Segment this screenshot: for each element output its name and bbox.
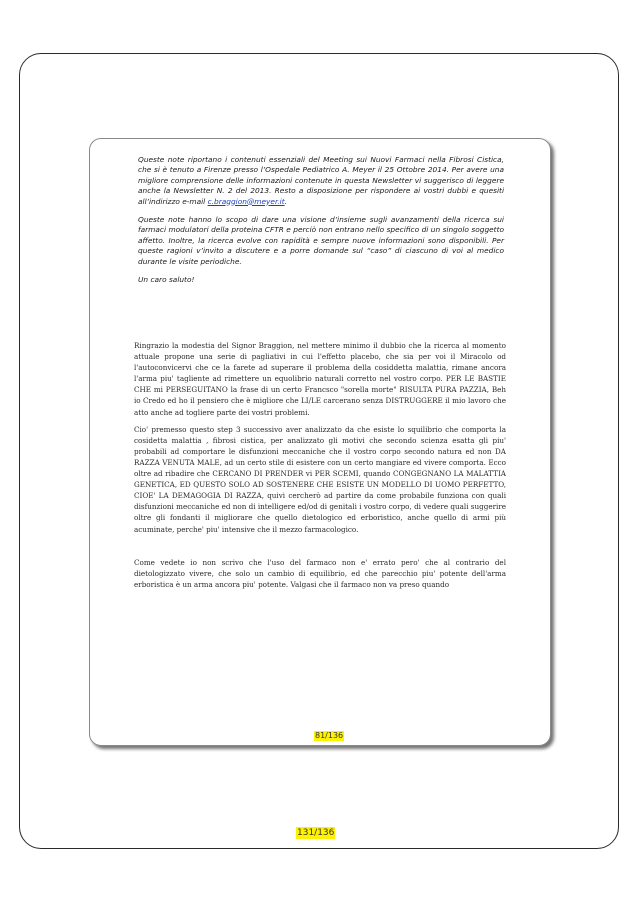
note-paragraph-1 (138, 155, 504, 207)
note-salutation: Un caro saluto! (138, 275, 195, 285)
embedded-document-page (89, 138, 551, 746)
body-paragraph-3: Come vedete io non scrivo che l'uso del farmaco non e' errato pero' che al contrario del dietologizzato vivere, che solo un cambio di equilibrio, ed che parecchio piu' potente dell'arma erboristica è un arma ancora piu' potente. Valgasi che il farmaco non va preso quando (134, 557, 506, 589)
inner-page-number: 81/136 (315, 731, 344, 740)
body-paragraph-2: Cio' premesso questo step 3 successivo aver analizzato da che esiste lo squilibrio che comporta la cosidetta malattia , fibrosi cistica, per analizzato gli motivi che secondo scienza esatta gli piu' probabili ad comportare le disfunzioni meccaniche che il vostro corpo secondo natura ed non DA RAZZA VENUTA MALE, ad un certo stile di esistere con un certo mangiare ed vivere comporta. Ecco oltre ad ribadire che CERCANO DI PRENDER vi PER SCEMI, quando CONGEGNANO LA MALATTIA GENETICA, ED QUESTO SOLO AD SOSTENERE CHE ESISTE UN MODELLO DI UOMO PERFETTO, CIOE' LA DEMAGOGIA DI RAZZA, quivi cercherò ad partire da come probabile funziona con quali disfunzioni meccaniche ed non di intelligere ed/od di genitali i vostro corpo, di vedere quali suggerire oltre gli fondanti il migliorare che quello dietologico ed erboristico, anche quello di armi più acuminate, perche' piu' intensive che il mezzo farmacologico. (134, 424, 506, 534)
body-paragraph-1: Ringrazio la modestia del Signor Braggion, nel mettere minimo il dubbio che la ricerca al momento attuale propone una serie di pagliativi in cui l'effetto placebo, che sia per voi il Miracolo od l'autoconvicervi che ce la farete ad superare il problema della cosiddetta malattia, rimane ancora l'arma piu' tagliente ad rimettere un equolibrio naturali corretto nel vostro corpo. PER LE BASTIE CHE mi PERSEGUITANO la frase di un certo Francsco "sorella morte" RISULTA PURA PAZZIA, Beh io Credo ed ho il pensiero che è migliore che LI/LE carcerano senza DISTRUGGERE il mio lavoro che atto anche ad togliere parte dei vostri problemi. (134, 341, 506, 417)
note-paragraph-1-end: . (284, 196, 287, 206)
note-paragraph-1-text: Queste note riportano i contenuti essenziali del Meeting sui Nuovi Farmaci nella Fibrosi Cistica, che si è tenuto a Firenze presso l’Ospedale Pediatrico A. Meyer il 25 Ottobre 2014. Per avere una migliore comprensione delle informazioni contenute in questa Newsletter vi suggerisco di leggere anche la Newsletter N. 2 del 2013. Resto a disposizione per rispondere ai vostri dubbi e quesiti all’indirizzo e-mail (138, 155, 504, 206)
email-link[interactable]: c.braggion@meyer.it (207, 196, 285, 206)
newsletter-note (138, 155, 504, 293)
note-paragraph-2: Queste note hanno lo scopo di dare una visione d’insieme sugli avanzamenti della ricerca sui farmaci modulatori della proteina CFTR e perciò non entrano nello specifico di un singolo soggetto affetto. Inoltre, la ricerca evolve con rapidità e sempre nuove informazioni sono disponibili. Per queste ragioni v’invito a discutere e a porre domande sul “caso” di ciascuno di voi al medico durante le visite periodiche. (138, 215, 504, 266)
outer-page-number: 131/136 (297, 828, 335, 838)
comment-body (134, 340, 506, 596)
